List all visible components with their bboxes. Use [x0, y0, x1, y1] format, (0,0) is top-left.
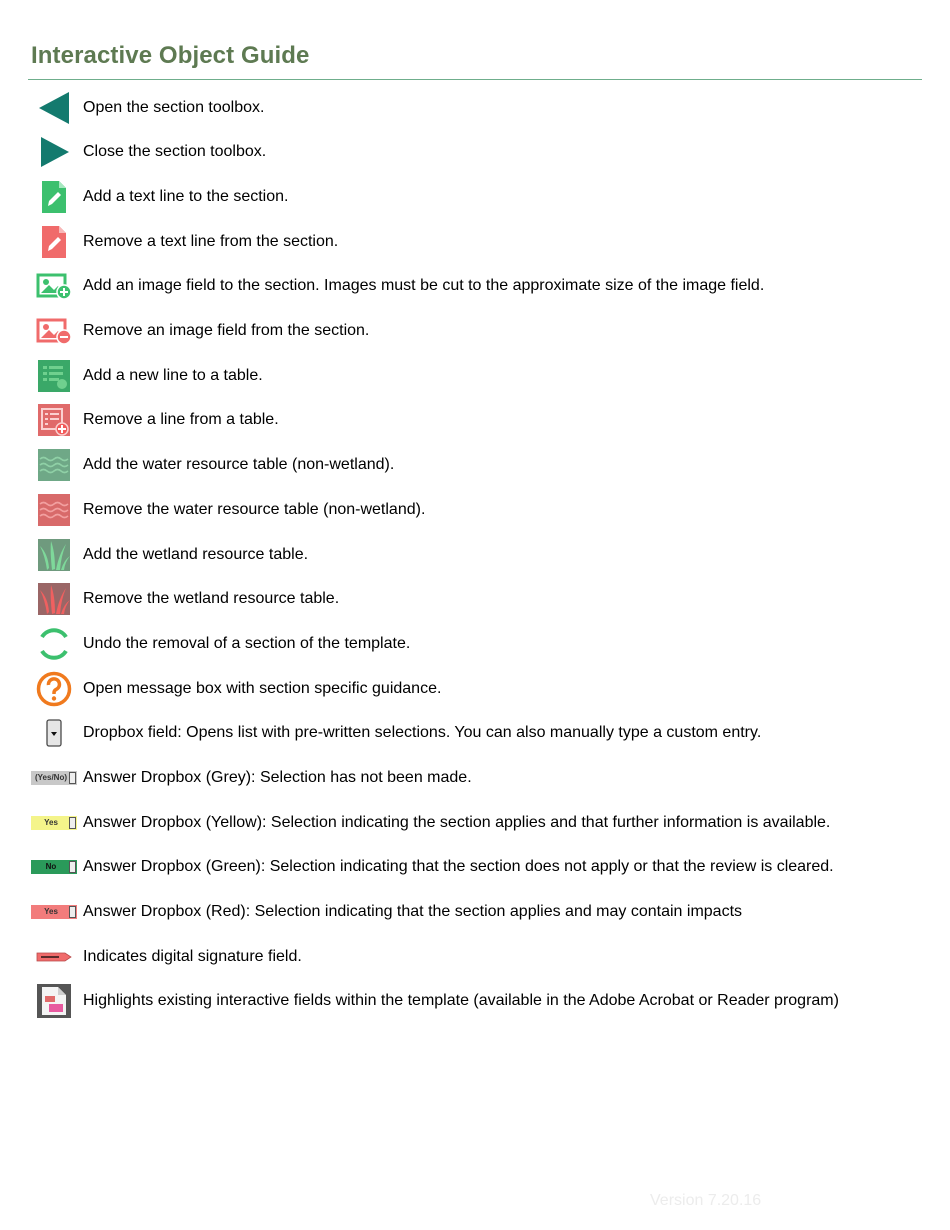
green-answer-dropbox-icon [31, 847, 79, 887]
guide-item-text: Remove a line from a table. [83, 411, 279, 428]
grey-answer-dropbox-icon [31, 758, 79, 798]
left-triangle-icon [30, 88, 78, 128]
guide-item-text: Close the section toolbox. [83, 143, 267, 160]
guide-item-text: Open the section toolbox. [83, 99, 265, 116]
guide-item-text: Add the wetland resource table. [83, 546, 309, 563]
red-answer-dropbox-icon [31, 892, 79, 932]
guide-item-text: Highlights existing interactive fields within the template (available in the Adobe Acrobat or Reader program) [83, 992, 839, 1009]
remove-text-line-icon [30, 222, 78, 262]
guide-item [0, 490, 950, 530]
guide-item [0, 311, 950, 351]
guide-item-text: Remove an image field from the section. [83, 322, 370, 339]
version-label: Version 7.20.16 [650, 1192, 762, 1209]
guide-item-text: Add an image field to the section. Images must be cut to the approximate size of the image field. [83, 277, 765, 294]
remove-water-table-icon [30, 490, 78, 530]
guide-item-text: Answer Dropbox (Red): Selection indicating that the section applies and may contain impacts [83, 903, 743, 920]
remove-wetland-table-icon [30, 579, 78, 619]
guide-item-text: Dropbox field: Opens list with pre-written selections. You can also manually type a custom entry. [83, 724, 762, 741]
dropdown-arrow-icon [30, 713, 78, 753]
guide-item-text: Answer Dropbox (Yellow): Selection indicating the section applies and that further information is available. [83, 814, 831, 831]
right-triangle-icon [30, 132, 78, 172]
guide-item [0, 177, 950, 217]
remove-image-field-icon [30, 311, 78, 351]
dropbox-label: Yes [44, 907, 58, 916]
add-text-line-icon [30, 177, 78, 217]
page-title: Interactive Object Guide [31, 42, 310, 69]
guide-item-text: Answer Dropbox (Grey): Selection has not been made. [83, 769, 472, 786]
guide-item-text: Indicates digital signature field. [83, 948, 302, 965]
guide-item [0, 132, 950, 172]
dropbox-arrow-icon [69, 772, 76, 784]
guide-item [0, 222, 950, 262]
add-water-table-icon [30, 445, 78, 485]
title-divider [28, 79, 922, 80]
guide-item [0, 758, 950, 798]
guide-item [0, 937, 950, 977]
guide-item-text: Remove the wetland resource table. [83, 590, 340, 607]
guide-item-text: Answer Dropbox (Green): Selection indicating that the section does not apply or that the review is cleared. [83, 858, 834, 875]
guide-item [0, 356, 950, 396]
guide-item [0, 445, 950, 485]
add-image-field-icon [30, 266, 78, 306]
guide-item [0, 579, 950, 619]
guide-item-text: Add the water resource table (non-wetland). [83, 456, 395, 473]
yellow-answer-dropbox-icon [31, 803, 79, 843]
dropbox-label: (Yes/No) [34, 773, 67, 782]
guide-item-text: Undo the removal of a section of the template. [83, 635, 411, 652]
guide-item [0, 892, 950, 932]
guide-item [0, 88, 950, 128]
add-table-line-icon [30, 356, 78, 396]
guide-item-text: Remove a text line from the section. [83, 233, 339, 250]
dropbox-arrow-icon [69, 861, 76, 873]
highlight-fields-icon [30, 981, 78, 1021]
guide-item [0, 981, 950, 1021]
guide-item-text: Add a new line to a table. [83, 367, 263, 384]
guide-item [0, 803, 950, 843]
dropbox-arrow-icon [69, 906, 76, 918]
guide-item [0, 535, 950, 575]
dropbox-label: Yes [44, 818, 58, 827]
signature-field-icon [30, 937, 78, 977]
guide-item [0, 624, 950, 664]
guide-item [0, 266, 950, 306]
remove-table-line-icon [30, 400, 78, 440]
guide-item-text: Add a text line to the section. [83, 188, 289, 205]
help-icon [30, 669, 78, 709]
dropbox-label: No [45, 862, 57, 871]
guide-item [0, 847, 950, 887]
guide-item-text: Remove the water resource table (non-wetland). [83, 501, 426, 518]
add-wetland-table-icon [30, 535, 78, 575]
guide-item [0, 669, 950, 709]
undo-icon [30, 624, 78, 664]
guide-item-text: Open message box with section specific guidance. [83, 680, 442, 697]
guide-item [0, 400, 950, 440]
guide-item [0, 713, 950, 753]
dropbox-arrow-icon [69, 817, 76, 829]
